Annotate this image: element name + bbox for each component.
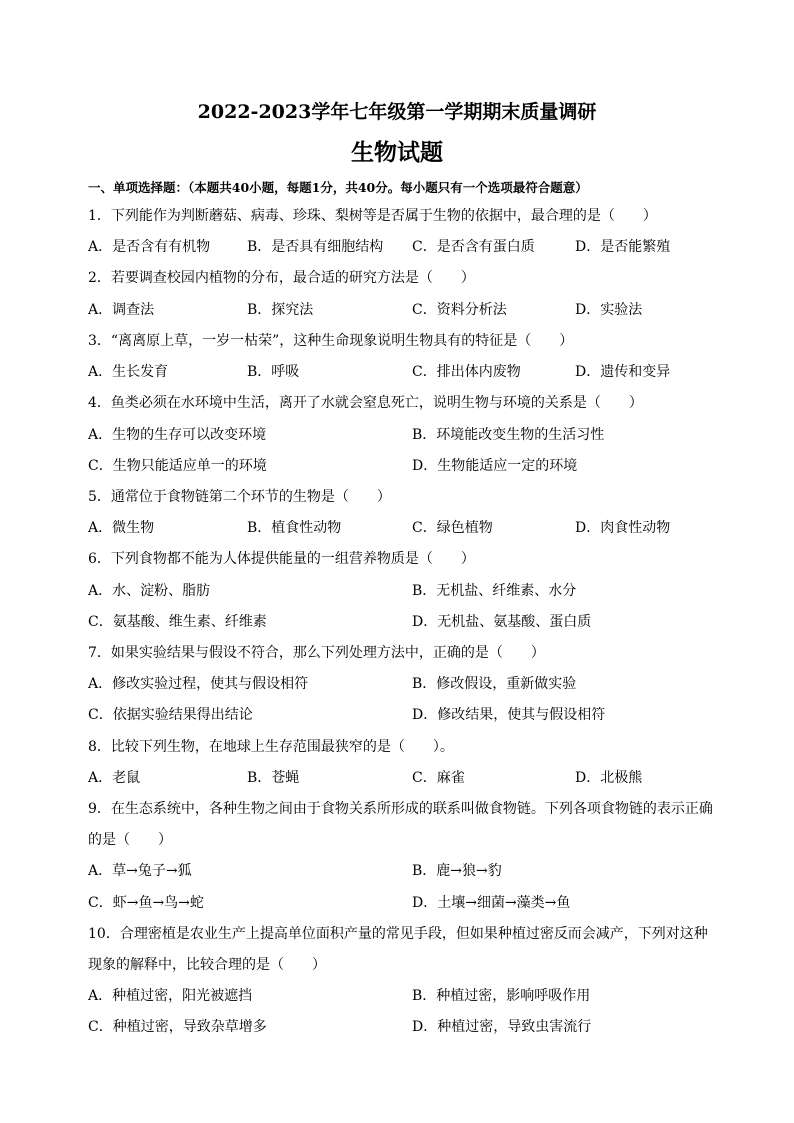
exam-subtitle: 生物试题 bbox=[351, 139, 443, 166]
exam-title: 2022-2023学年七年级第一学期期末质量调研 bbox=[197, 101, 597, 123]
question-5-option-c: C．绿色植物 bbox=[412, 520, 493, 536]
question-10-option-c: C．种植过密，导致杂草增多 bbox=[88, 1019, 267, 1035]
question-8-stem: 8．比较下列生物，在地球上生存范围最狭窄的是（ ）。 bbox=[88, 739, 454, 755]
question-9-option-d: D．土壤→细菌→藻类→鱼 bbox=[412, 895, 571, 911]
question-9-option-b: B．鹿→狼→豹 bbox=[412, 863, 502, 879]
question-3-option-a: A．生长发育 bbox=[88, 364, 169, 380]
question-7-option-b: B．修改假设，重新做实验 bbox=[412, 676, 577, 692]
question-3-stem: 3．“离离原上草，一岁一枯荣”，这种生命现象说明生物具有的特征是（ ） bbox=[88, 333, 574, 349]
question-1-option-d: D．是否能繁殖 bbox=[575, 239, 671, 255]
question-1-stem: 1．下列能作为判断蘑菇、病毒、珍珠、梨树等是否属于生物的依据中，最合理的是（ ） bbox=[88, 208, 657, 224]
section-heading: 一、单项选择题：（本题共40小题，每题1分，共40分。每小题只有一个选项最符合题意） bbox=[88, 180, 588, 195]
question-10-option-b: B．种植过密，影响呼吸作用 bbox=[412, 988, 591, 1004]
question-4-option-d: D．生物能适应一定的环境 bbox=[412, 458, 578, 474]
question-7-stem: 7．如果实验结果与假设不符合，那么下列处理方法中，正确的是（ ） bbox=[88, 645, 545, 661]
question-9-stem-line-2: 的是（ ） bbox=[88, 832, 172, 848]
question-2-option-b: B．探究法 bbox=[247, 302, 314, 318]
question-6-option-d: D．无机盐、氨基酸、蛋白质 bbox=[412, 614, 592, 630]
question-3-option-c: C．排出体内废物 bbox=[412, 364, 521, 380]
question-10-stem-line-2: 现象的解释中，比较合理的是（ ） bbox=[88, 957, 326, 973]
question-7-option-c: C．依据实验结果得出结论 bbox=[88, 707, 253, 723]
question-2-stem: 2．若要调查校园内植物的分布，最合适的研究方法是（ ） bbox=[88, 270, 475, 286]
question-2-option-d: D．实验法 bbox=[575, 302, 643, 318]
question-1-option-b: B．是否具有细胞结构 bbox=[247, 239, 384, 255]
question-4-option-a: A．生物的生存可以改变环境 bbox=[88, 427, 267, 443]
question-5-stem: 5．通常位于食物链第二个环节的生物是（ ） bbox=[88, 489, 391, 505]
question-1-option-c: C．是否含有蛋白质 bbox=[412, 239, 535, 255]
question-6-option-a: A．水、淀粉、脂肪 bbox=[88, 583, 211, 599]
question-3-option-b: B．呼吸 bbox=[247, 364, 300, 380]
question-6-option-c: C．氨基酸、维生素、纤维素 bbox=[88, 614, 267, 630]
question-4-stem: 4．鱼类必须在水环境中生活，离开了水就会窒息死亡，说明生物与环境的关系是（ ） bbox=[88, 395, 643, 411]
question-9-option-a: A．草→兔子→狐 bbox=[88, 863, 192, 879]
question-1-option-a: A．是否含有有机物 bbox=[88, 239, 211, 255]
question-10-option-a: A．种植过密，阳光被遮挡 bbox=[88, 988, 253, 1004]
question-8-option-d: D．北极熊 bbox=[575, 770, 643, 786]
question-8-option-b: B．苍蝇 bbox=[247, 770, 300, 786]
question-10-option-d: D．种植过密，导致虫害流行 bbox=[412, 1019, 592, 1035]
question-3-option-d: D．遗传和变异 bbox=[575, 364, 671, 380]
question-7-option-d: D．修改结果，使其与假设相符 bbox=[412, 707, 606, 723]
question-2-option-a: A．调查法 bbox=[88, 302, 155, 318]
question-5-option-d: D．肉食性动物 bbox=[575, 520, 671, 536]
question-10-stem-line-1: 10．合理密植是农业生产上提高单位面积产量的常见手段，但如果种植过密反而会减产，下列对这种 bbox=[88, 926, 708, 942]
question-6-stem: 6．下列食物都不能为人体提供能量的一组营养物质是（ ） bbox=[88, 551, 475, 567]
question-4-option-c: C．生物只能适应单一的环境 bbox=[88, 458, 267, 474]
question-8-option-c: C．麻雀 bbox=[412, 770, 465, 786]
question-8-option-a: A．老鼠 bbox=[88, 770, 141, 786]
question-5-option-a: A．微生物 bbox=[88, 520, 155, 536]
question-9-option-c: C．虾→鱼→鸟→蛇 bbox=[88, 895, 204, 911]
question-5-option-b: B．植食性动物 bbox=[247, 520, 342, 536]
question-7-option-a: A．修改实验过程，使其与假设相符 bbox=[88, 676, 309, 692]
question-4-option-b: B．环境能改变生物的生活习性 bbox=[412, 427, 605, 443]
question-2-option-c: C．资料分析法 bbox=[412, 302, 507, 318]
question-9-stem-line-1: 9．在生态系统中，各种生物之间由于食物关系所形成的联系叫做食物链。下列各项食物链的表示正确 bbox=[88, 801, 713, 817]
question-6-option-b: B．无机盐、纤维素、水分 bbox=[412, 583, 577, 599]
